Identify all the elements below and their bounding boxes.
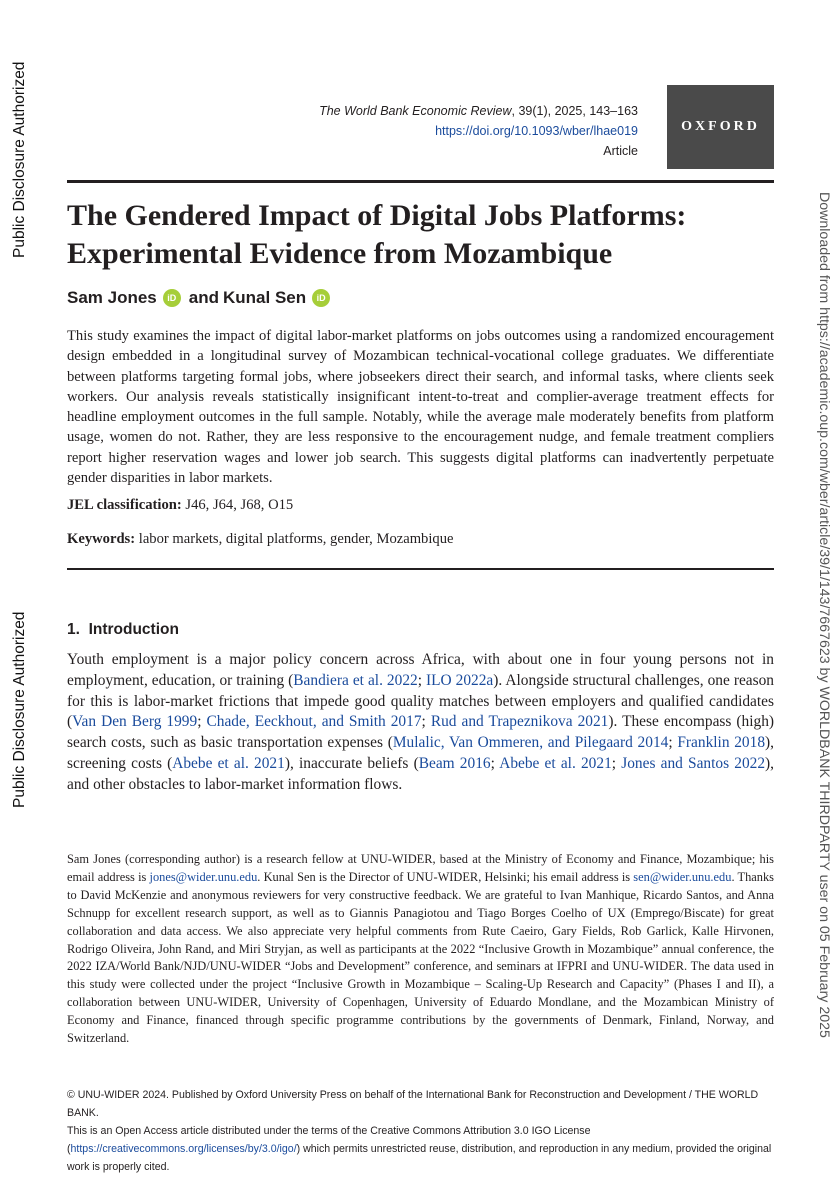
article-type: Article — [603, 144, 638, 158]
separator: ; — [197, 713, 207, 731]
email-link[interactable]: jones@wider.unu.edu — [149, 869, 258, 884]
citation-link[interactable]: Van Den Berg 1999 — [72, 713, 198, 731]
journal-header — [319, 101, 638, 161]
public-disclosure-stamp-bottom: Public Disclosure Authorized — [11, 611, 28, 809]
jel-label: JEL classification: — [67, 497, 182, 513]
section-rule — [67, 568, 774, 570]
license-line: This is an Open Access article distributed under the terms of the Creative Commons Attribution 3.0 IGO License — [67, 1124, 591, 1137]
orcid-icon[interactable]: iD — [312, 289, 330, 307]
keywords — [67, 531, 453, 548]
body-text: ), inaccurate beliefs ( — [284, 754, 419, 772]
jel-value: J46, J64, J68, O15 — [185, 497, 294, 513]
license-link[interactable]: https://creativecommons.org/licenses/by/3.0/igo/ — [70, 1142, 297, 1155]
header-rule — [67, 180, 774, 183]
section-title: Introduction — [88, 621, 179, 638]
footnote-text: . Kunal Sen is the Director of UNU-WIDER, Helsinki; his email address is — [257, 869, 634, 884]
title-line-2: Experimental Evidence from Mozambique — [67, 237, 613, 270]
section-heading — [67, 621, 179, 639]
license-notice — [67, 1087, 774, 1177]
separator: ; — [421, 713, 431, 731]
oxford-logo: OXFORD — [667, 85, 774, 169]
journal-issue: , 39(1), 2025, 143–163 — [511, 104, 638, 118]
journal-name: The World Bank Economic Review — [319, 104, 512, 118]
author-joiner: and — [188, 288, 219, 307]
body-text: ), and other obstacles to labor-market information flows. — [67, 754, 775, 793]
citation-link[interactable]: Abebe et al. 2021 — [172, 754, 285, 772]
doi-link[interactable]: https://doi.org/10.1093/wber/lhae019 — [435, 124, 638, 138]
citation-link[interactable]: Franklin 2018 — [677, 734, 766, 752]
body-text: ). These encompass (high) search costs, such as basic transportation expenses ( — [67, 713, 775, 752]
citation-link[interactable]: Beam 2016 — [418, 754, 491, 772]
author-list — [67, 288, 334, 308]
body-text: ), screening costs ( — [67, 734, 775, 772]
section-number: 1. — [67, 621, 80, 638]
license-paren: ( — [67, 1142, 71, 1155]
citation-link[interactable]: Abebe et al. 2021 — [499, 754, 612, 772]
copyright-line: © UNU-WIDER 2024. Published by Oxford University Press on behalf of the International Bank for Reconstruction and Development / THE WORLD BANK. — [67, 1089, 759, 1119]
citation-link[interactable]: Rud and Trapeznikova 2021 — [430, 713, 609, 731]
email-link[interactable]: sen@wider.unu.edu — [633, 869, 732, 884]
body-text: Youth employment is a major policy concern across Africa, with about one in four young persons not in employment, education, or training ( — [67, 651, 774, 689]
title-line-1: The Gendered Impact of Digital Jobs Platforms: — [67, 199, 687, 232]
keywords-label: Keywords: — [67, 531, 136, 547]
journal-citation — [319, 101, 638, 121]
author-name: Sam Jones — [67, 288, 157, 307]
citation-link[interactable]: Jones and Santos 2022 — [621, 754, 766, 772]
paper-title — [67, 197, 774, 273]
license-line: ) which permits unrestricted reuse, distribution, and reproduction in any medium, provided the original work is properly cited. — [67, 1142, 772, 1173]
orcid-icon[interactable]: iD — [163, 289, 181, 307]
body-text: ). Alongside structural challenges, one reason for this is labor-market frictions that impede good quality matches between employers and qualified candidates ( — [67, 671, 774, 731]
citation-link[interactable]: Mulalic, Van Ommeren, and Pilegaard 2014 — [392, 734, 669, 752]
citation-link[interactable]: Chade, Eeckhout, and Smith 2017 — [206, 713, 422, 731]
introduction-paragraph — [67, 650, 774, 796]
separator: ; — [611, 754, 622, 772]
separator: ; — [668, 734, 678, 752]
abstract: This study examines the impact of digital labor-market platforms on jobs outcomes using a randomized encouragement design embedded in a longitudinal survey of Mozambican technical-vocational college graduates. We differentiate between platforms targeting formal jobs, where jobseekers direct their search, and informal tasks, where clients seek workers. Our analysis reveals statistically insignificant intent-to-treat and complier-average treatment effects for headline employment outcomes in the full sample. Notably, while the average male moderately benefits from platform usage, women do not. Rather, they are less responsive to the encouragement nudge, and female treatment compliers report higher reservation wages and lower job search. This suggests digital platforms can inadvertently perpetuate gender disparities in labor markets. — [67, 328, 774, 487]
author-name: Kunal Sen — [223, 288, 307, 307]
keywords-value: labor markets, digital platforms, gender, Mozambique — [138, 531, 454, 547]
public-disclosure-stamp-top: Public Disclosure Authorized — [11, 61, 28, 259]
citation-link[interactable]: Bandiera et al. 2022 — [293, 671, 418, 689]
separator: ; — [490, 754, 500, 772]
separator: ; — [417, 671, 426, 689]
jel-classification — [67, 497, 293, 514]
download-watermark: Downloaded from https://academic.oup.com/wber/article/39/1/143/7667623 by WORLDBANK THIRDPARTY user on 05 February 2025 — [816, 192, 832, 1038]
footnote-text: Sam Jones (corresponding author) is a research fellow at UNU-WIDER, based at the Ministry of Economy and Finance, Mozambique; his email address is — [67, 852, 774, 884]
author-footnote — [67, 851, 774, 1048]
citation-link[interactable]: ILO 2022a — [426, 671, 494, 689]
footnote-text: . Thanks to David McKenzie and anonymous reviewers for very constructive feedback. We are grateful to Ivan Manhique, Ricardo Santos, and Anna Schnupp for excellent research support, as well as to Giannis Panagiotou and Tiago Borges Coelho of UX (Emprego/Biscate) for great collaboration and data access. We also appreciate very helpful comments from Rute Caeiro, Gary Fields, Rob Garlick, Kalle Hirvonen, Rodrigo Oliveira, John Rand, and Miri Stryjan, as well as participants at the 2022 “Inclusive Growth in Mozambique” annual conference, the 2022 IZA/World Bank/NJD/UNU-WIDER “Jobs and Development” conference, and seminars at IFPRI and UNU-WIDER. The data used in this study were collected under the project “Inclusive Growth in Mozambique – Scaling-Up Research and Capacity” (Phases I and II), a collaboration between UNU-WIDER, University of Copenhagen, University of Eduardo Mondlane, and the Mozambican Ministry of Economy and Finance, financed through specific programme contributions by the governments of Denmark, Finland, Norway, and Switzerland. — [67, 869, 774, 1046]
